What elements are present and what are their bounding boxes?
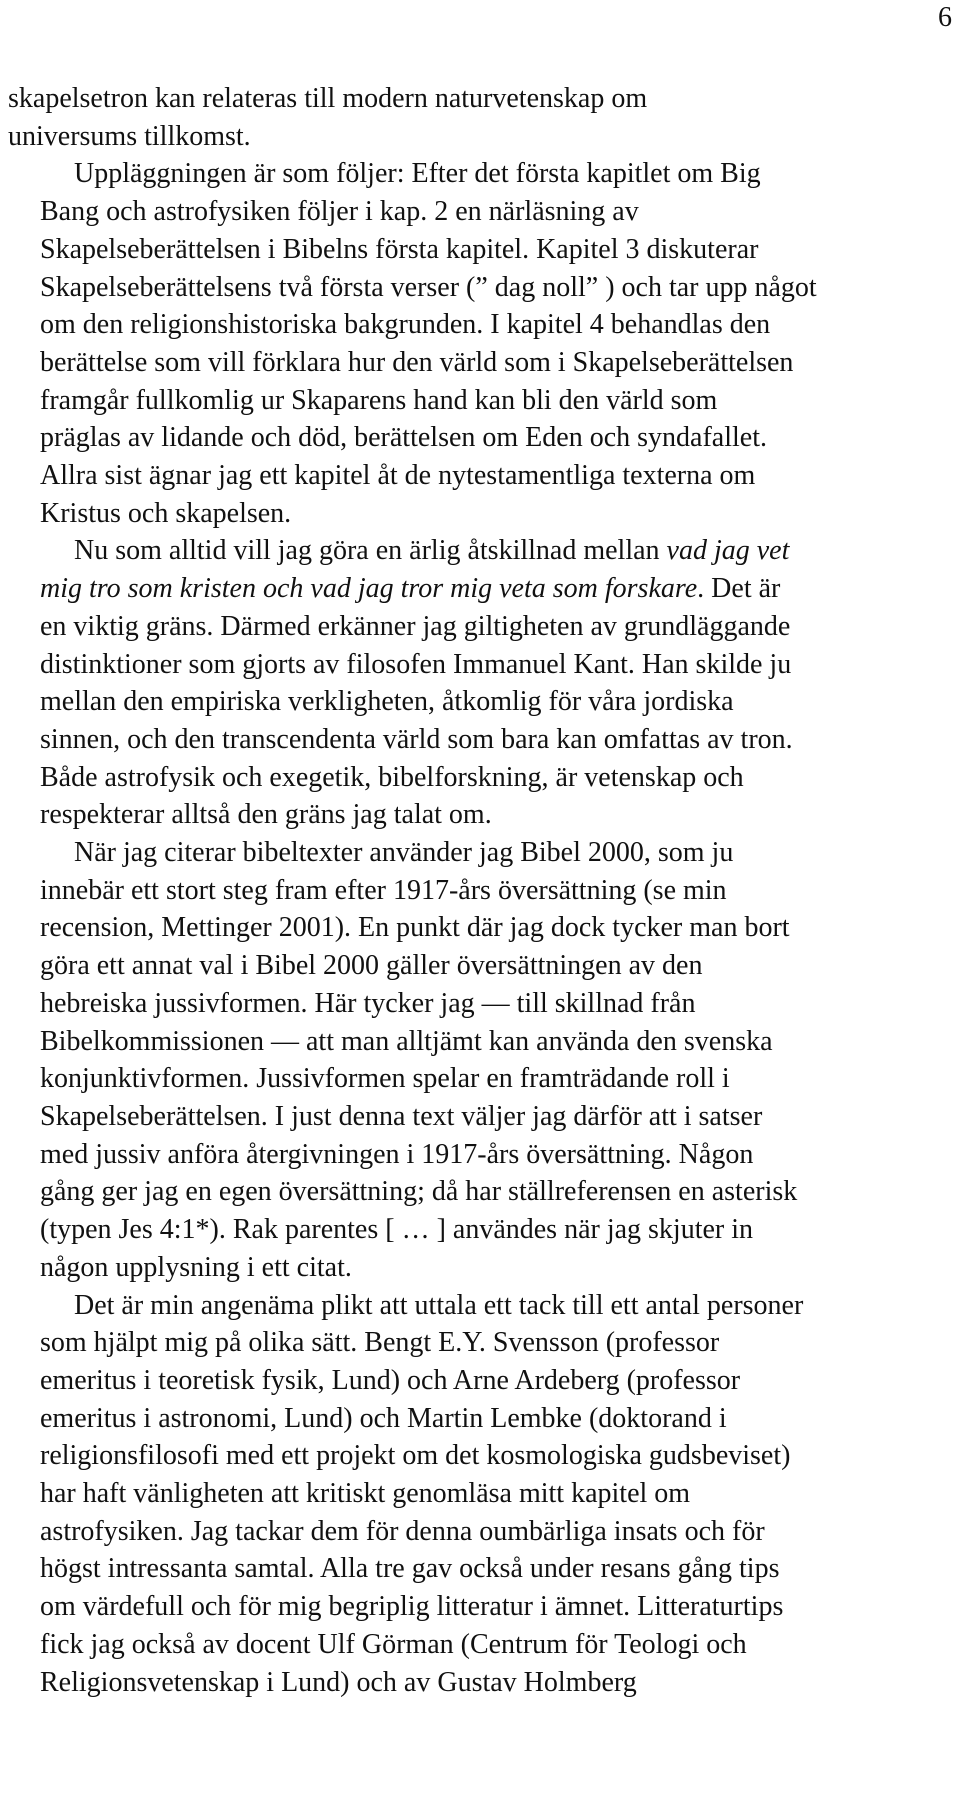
italic-text: vad jag vet [666, 535, 790, 567]
text-line: Bibelkommissionen — att man alltjämt kan använda den svenska [40, 1025, 773, 1057]
page-number: 6 [938, 2, 952, 33]
text-line: Bang och astrofysiken följer i kap. 2 en närläsning av [40, 196, 639, 228]
text-line: fick jag också av docent Ulf Görman (Centrum för Teologi och [40, 1628, 747, 1660]
text-line: göra ett annat val i Bibel 2000 gäller översättningen av den [40, 950, 703, 982]
text-line: universums tillkomst. [8, 120, 251, 152]
text-line: respekterar alltså den gräns jag talat om. [40, 799, 492, 831]
text-line: sinnen, och den transcendenta värld som bara kan omfattas av tron. [40, 723, 793, 755]
text-line: en viktig gräns. Därmed erkänner jag giltigheten av grundläggande [40, 610, 791, 642]
text-line: med jussiv anföra återgivningen i 1917-års översättning. Någon [40, 1138, 754, 1170]
text-run: . Det är [697, 573, 781, 605]
text-line: gång ger jag en egen översättning; då har ställreferensen en asterisk [40, 1176, 798, 1208]
text-line: religionsfilosofi med ett projekt om det kosmologiska gudsbeviset) [40, 1440, 791, 1472]
paragraph-continuation [8, 80, 953, 155]
text-line: Skapelseberättelsen. I just denna text väljer jag därför att i satser [40, 1100, 763, 1132]
text-line: När jag citerar bibeltexter använder jag Bibel 2000, som ju [74, 837, 734, 869]
text-line: som hjälpt mig på olika sätt. Bengt E.Y. Svensson (professor [40, 1327, 720, 1359]
text-line: skapelsetron kan relateras till modern naturvetenskap om [8, 83, 648, 114]
text-line: (typen Jes 4:1*). Rak parentes [ … ] användes när jag skjuter in [40, 1214, 754, 1246]
text-line: Det är min angenäma plikt att uttala ett tack till ett antal personer [74, 1289, 804, 1321]
text-line: recension, Mettinger 2001). En punkt där jag dock tycker man bort [40, 912, 790, 944]
text-line: om värdefull och för mig begriplig litteratur i ämnet. Litteraturtips [40, 1591, 784, 1623]
text-line: Skapelseberättelsen i Bibelns första kapitel. Kapitel 3 diskuterar [40, 233, 759, 265]
text-line: emeritus i teoretisk fysik, Lund) och Arne Ardeberg (professor [40, 1364, 741, 1396]
text-line: om den religionshistoriska bakgrunden. I kapitel 4 behandlas den [40, 309, 771, 341]
text-line: högst intressanta samtal. Alla tre gav också under resans gång tips [40, 1553, 780, 1585]
text-line: Både astrofysik och exegetik, bibelforskning, är vetenskap och [40, 761, 744, 793]
text-line: Religionsvetenskap i Lund) och av Gustav Holmberg [40, 1666, 637, 1698]
text-line [8, 532, 953, 570]
text-line: astrofysiken. Jag tackar dem för denna oumbärliga insats och för [40, 1515, 765, 1547]
text-run: Nu som alltid vill jag göra en ärlig åtskillnad mellan [74, 535, 667, 567]
text-line: Kristus och skapelsen. [40, 497, 292, 529]
text-line: konjunktivformen. Jussivformen spelar en framträdande roll i [40, 1063, 730, 1095]
paragraph-acknowledgements [8, 1287, 953, 1702]
text-line: Uppläggningen är som följer: Efter det första kapitlet om Big [74, 158, 761, 190]
text-line: emeritus i astronomi, Lund) och Martin Lembke (doktorand i [40, 1402, 727, 1434]
text-line: någon upplysning i ett citat. [40, 1251, 352, 1283]
text-line: distinktioner som gjorts av filosofen Immanuel Kant. Han skilde ju [40, 648, 792, 680]
paragraph-bible-translation [8, 834, 953, 1286]
paragraph-distinction [8, 532, 953, 834]
text-line: framgår fullkomlig ur Skaparens hand kan bli den värld som [40, 384, 718, 416]
text-line: hebreiska jussivformen. Här tycker jag — till skillnad från [40, 987, 696, 1019]
text-line: har haft vänligheten att kritiskt genomläsa mitt kapitel om [40, 1478, 691, 1510]
text-line: Allra sist ägnar jag ett kapitel åt de nytestamentliga texterna om [40, 460, 756, 492]
body-text [8, 80, 953, 1701]
text-line: mellan den empiriska verkligheten, åtkomlig för våra jordiska [40, 686, 734, 718]
text-line: Skapelseberättelsens två första verser (” dag noll” ) och tar upp något [40, 271, 817, 303]
text-line [8, 570, 953, 608]
italic-text: mig tro som kristen och vad jag tror mig veta som forskare [40, 573, 698, 605]
text-line: innebär ett stort steg fram efter 1917-års översättning (se min [40, 874, 727, 906]
paragraph-outline [8, 155, 953, 532]
text-line: berättelse som vill förklara hur den värld som i Skapelseberättelsen [40, 346, 794, 378]
text-line: präglas av lidande och död, berättelsen om Eden och syndafallet. [40, 422, 767, 454]
